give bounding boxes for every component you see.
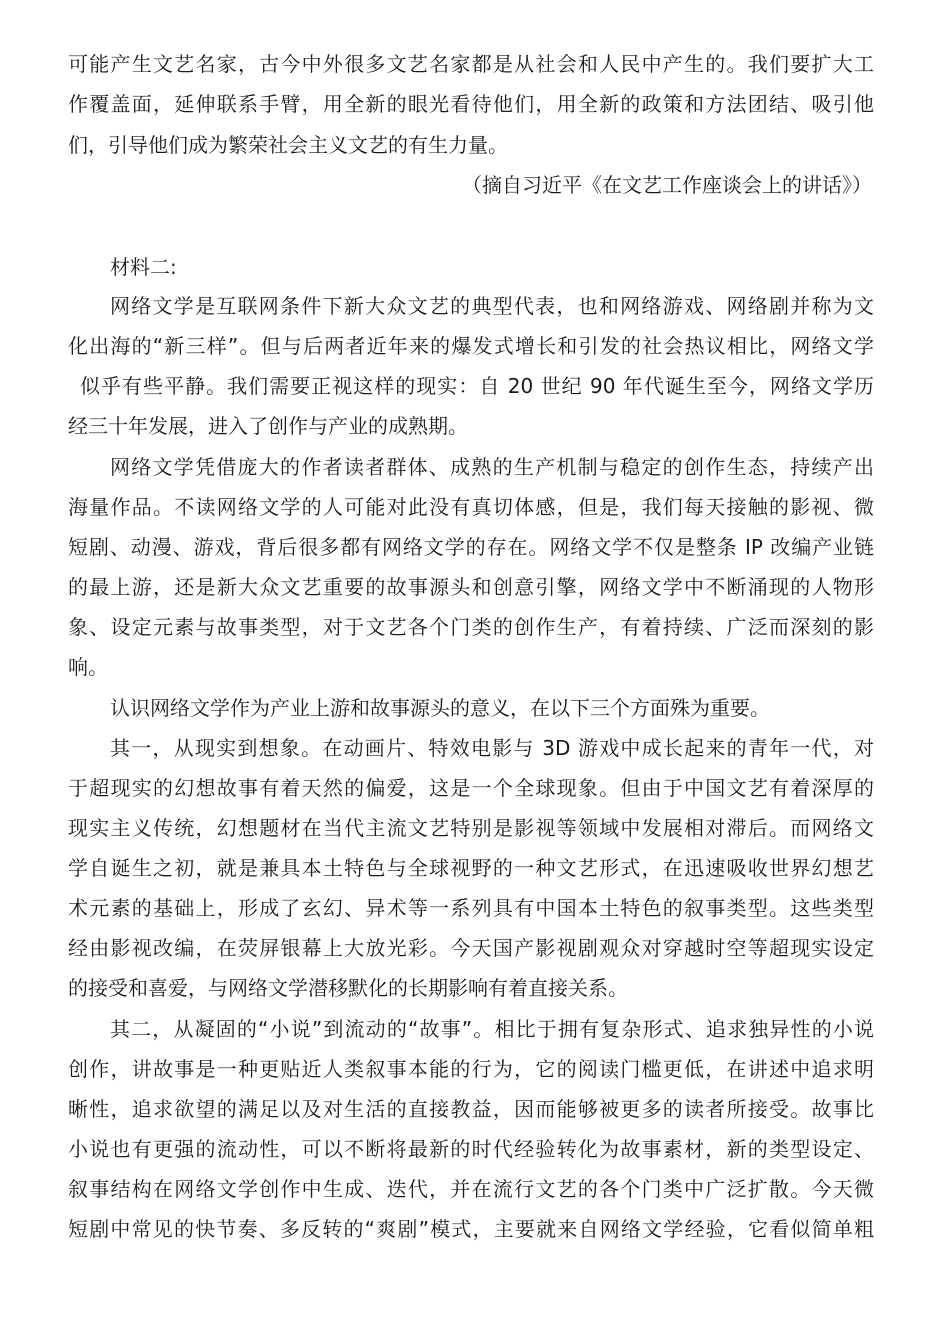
text-line: 海量作品。不读网络文学的人可能对此没有真切体感，但是，我们每天接触的影视、微 xyxy=(68,495,874,519)
text-line: 叙事结构在网络文学创作中生成、迭代，并在流行文艺的各个门类中广泛扩散。今天微 xyxy=(68,1177,874,1201)
text-line: 短剧中常见的快节奏、多反转的“爽剧”模式，主要就来自网络文学经验，它看似简单粗 xyxy=(68,1217,874,1241)
text-line: 于超现实的幻想故事有着天然的偏爱，这是一个全球现象。但由于中国文艺有着深厚的 xyxy=(68,776,874,800)
source-citation: （摘自习近平《在文艺工作座谈会上的讲话》） xyxy=(462,173,872,197)
text-line: 创作，讲故事是一种更贴近人类叙事本能的行为，它的阅读门槛更低，在讲述中追求明 xyxy=(68,1057,874,1081)
text-line: 术元素的基础上，形成了玄幻、异术等一系列具有中国本土特色的叙事类型。这些类型 xyxy=(68,896,874,920)
text-line: 其一，从现实到想象。在动画片、特效电影与 3D 游戏中成长起来的青年一代，对 xyxy=(110,736,874,760)
text-line: 的接受和喜爱，与网络文学潜移默化的长期影响有着直接关系。 xyxy=(68,976,628,1000)
text-line: 现实主义传统，幻想题材在当代主流文艺特别是影视等领域中发展相对滞后。而网络文 xyxy=(68,816,874,840)
text-line: 的最上游，还是新大众文艺重要的故事源头和创意引擎，网络文学中不断涌现的人物形 xyxy=(68,575,874,599)
text-line: 化出海的“新三样”。但与后两者近年来的爆发式增长和引发的社会热议相比，网络文学 xyxy=(68,334,874,358)
text-line: 网络文学是互联网条件下新大众文艺的典型代表，也和网络游戏、网络剧并称为文 xyxy=(110,294,874,318)
text-line: 似乎有些平静。我们需要正视这样的现实：自 20 世纪 90 年代诞生至今，网络文学历 xyxy=(80,374,874,398)
text-line: 网络文学凭借庞大的作者读者群体、成熟的生产机制与稳定的创作生态，持续产出 xyxy=(110,455,874,479)
text-line: 经由影视改编，在荧屏银幕上大放光彩。今天国产影视剧观众对穿越时空等超现实设定 xyxy=(68,936,874,960)
text-line: 经三十年发展，进入了创作与产业的成熟期。 xyxy=(68,414,468,438)
text-line: 们，引导他们成为繁荣社会主义文艺的有生力量。 xyxy=(68,133,508,157)
text-line: 晰性，追求欲望的满足以及对生活的直接教益，因而能够被更多的读者所接受。故事比 xyxy=(68,1097,874,1121)
text-line: 响。 xyxy=(68,655,108,679)
text-line: 学自诞生之初，就是兼具本土特色与全球视野的一种文艺形式，在迅速吸收世界幻想艺 xyxy=(68,856,874,880)
text-line: 其二，从凝固的“小说”到流动的“故事”。相比于拥有复杂形式、追求独异性的小说 xyxy=(110,1017,874,1041)
text-line: 作覆盖面，延伸联系手臂，用全新的眼光看待他们，用全新的政策和方法团结、吸引他 xyxy=(68,92,874,116)
text-line: 象、设定元素与故事类型，对于文艺各个门类的创作生产，有着持续、广泛而深刻的影 xyxy=(68,615,874,639)
text-line: 可能产生文艺名家，古今中外很多文艺名家都是从社会和人民中产生的。我们要扩大工 xyxy=(68,52,874,76)
text-line: 小说也有更强的流动性，可以不断将最新的时代经验转化为故事素材，新的类型设定、 xyxy=(68,1137,874,1161)
text-line: 短剧、动漫、游戏，背后很多都有网络文学的存在。网络文学不仅是整条 IP 改编产业链 xyxy=(68,535,874,559)
text-line: 认识网络文学作为产业上游和故事源头的意义，在以下三个方面殊为重要。 xyxy=(110,696,770,720)
section-heading: 材料二: xyxy=(110,255,177,279)
